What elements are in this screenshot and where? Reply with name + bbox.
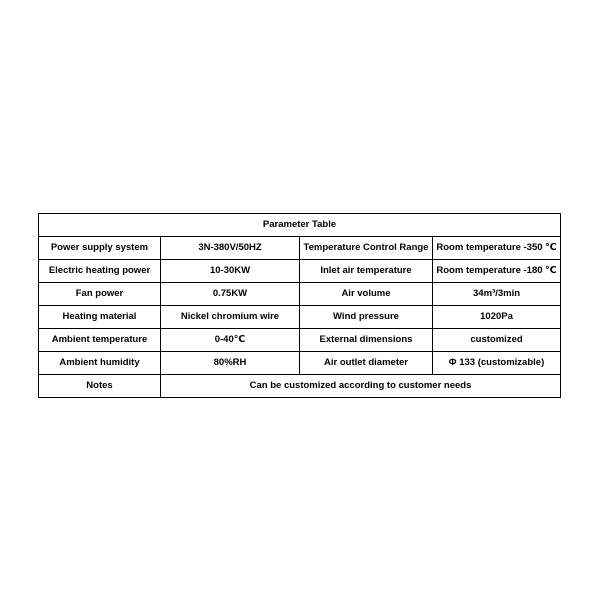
param-label: Air volume bbox=[300, 283, 433, 306]
param-label: Fan power bbox=[39, 283, 161, 306]
table-row bbox=[39, 329, 561, 352]
param-value: 0-40℃ bbox=[161, 329, 300, 352]
table-row bbox=[39, 352, 561, 375]
param-label: Temperature Control Range bbox=[300, 237, 433, 260]
param-value: 3N-380V/50HZ bbox=[161, 237, 300, 260]
table-row bbox=[39, 283, 561, 306]
table-row bbox=[39, 237, 561, 260]
param-label: External dimensions bbox=[300, 329, 433, 352]
notes-row bbox=[39, 375, 561, 398]
param-value: 34m³/3min bbox=[433, 283, 561, 306]
param-value: customized bbox=[433, 329, 561, 352]
param-label: Inlet air temperature bbox=[300, 260, 433, 283]
notes-value: Can be customized according to customer needs bbox=[161, 375, 561, 398]
param-value: 80%RH bbox=[161, 352, 300, 375]
param-label: Air outlet diameter bbox=[300, 352, 433, 375]
notes-label: Notes bbox=[39, 375, 161, 398]
param-value: 1020Pa bbox=[433, 306, 561, 329]
table-row bbox=[39, 260, 561, 283]
param-label: Power supply system bbox=[39, 237, 161, 260]
param-value: 0.75KW bbox=[161, 283, 300, 306]
param-value: Room temperature -180 ℃ bbox=[433, 260, 561, 283]
param-value: Nickel chromium wire bbox=[161, 306, 300, 329]
param-label: Wind pressure bbox=[300, 306, 433, 329]
param-label: Ambient temperature bbox=[39, 329, 161, 352]
param-label: Ambient humidity bbox=[39, 352, 161, 375]
table-row bbox=[39, 306, 561, 329]
table-title: Parameter Table bbox=[39, 214, 561, 237]
param-value: 10-30KW bbox=[161, 260, 300, 283]
param-label: Heating material bbox=[39, 306, 161, 329]
table-title-row bbox=[39, 214, 561, 237]
param-label: Electric heating power bbox=[39, 260, 161, 283]
parameter-table bbox=[38, 213, 561, 398]
param-value: Room temperature -350 ℃ bbox=[433, 237, 561, 260]
param-value: Φ 133 (customizable) bbox=[433, 352, 561, 375]
